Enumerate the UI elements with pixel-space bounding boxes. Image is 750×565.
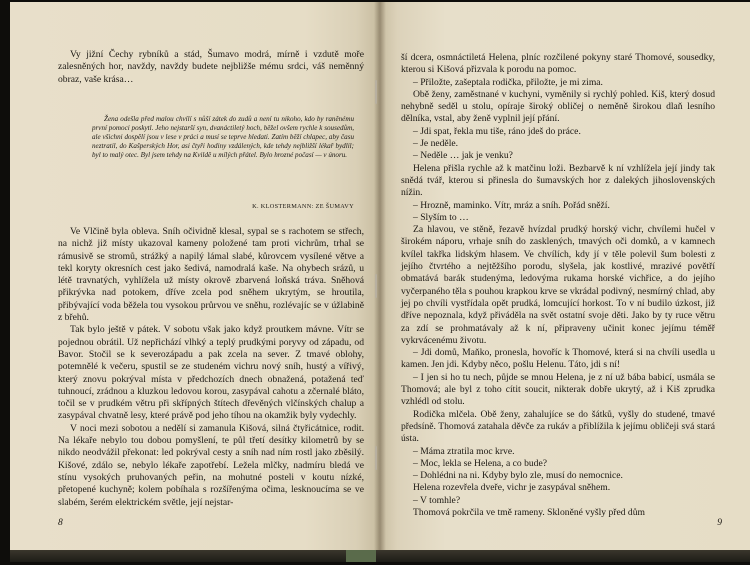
dialogue-line: – Hrozně, maminko. Vítr, mráz a sníh. Pořád sněží. [413, 199, 610, 211]
opening-paragraph [58, 49, 364, 86]
dialogue-line: – V tomhle? [413, 494, 461, 506]
page-number-right: 9 [717, 518, 722, 528]
paragraph: Thomová pokrčila ve tmě rameny. Skloněné vyšly před dům [413, 506, 645, 518]
dialogue-line: – Jdi domů, Maňko, pronesla, hovoříc k Thomové, která si na chvíli usedla u kamen. Jen jdi. Kdyby něco, pošlu Helenu. Táto, jdi s ní! [401, 347, 715, 371]
binding-stitch [375, 274, 377, 298]
paragraph: Vy jižní Čechy rybníků a stád, Šumavo modrá, mírně i vzdutě moře zalesněných hor, navždy, navždy budete nejbližše mému srdci, váš neměnný obraz, vaše krása… [58, 49, 364, 85]
page-number-left: 8 [58, 518, 63, 528]
left-page [10, 2, 379, 550]
paragraph: Obě ženy, zaměstnané v kuchyni, vyměnily si rychlý pohled. Kiš, který dosud nehybně seděl u stolu, opíraje široký obličej o neměně širokou dlaň lesního dělníka, vstal, aby ženě vyplnil její přání. [401, 88, 715, 125]
dialogue-line: – Máma ztratila moc krve. [413, 445, 515, 457]
binding-stitch [375, 446, 377, 470]
paragraph: Rodička mlčela. Obě ženy, zahalujíce se do šátků, vyšly do studené, tmavé předsíně. Thomová zatahala děvče za rukáv a přiblížila k jejímu obličeji svá stará ústa. [401, 408, 715, 445]
epigraph-quote [92, 115, 354, 160]
dialogue-line: – Přiložte, zašeptala rodička, přiložte, je mi zima. [413, 76, 603, 88]
binding-stitch [375, 80, 377, 104]
cover-edge [10, 550, 750, 562]
quote-text: Žena odešla před malou chvílí s nůší zátek do zudů a není tu nikoho, kdo by raněnému první pomoci poskytl. Jeho nejstarší syn, dvanáctiletý hoch, běžel ovšem rychle k sousedům, ale všichni dospělí jsou v lese v práci a musí se teprve hledati. Zatím běží chlapec, aby času neztratil, do Kašperských Hor, asi čtyři hodiny vzdálených, kde tehdy nejbližší lékař bydlil; byl to malý otec. Byl jsem tehdy na Kvildě u mílých přátel. Bylo hrozné počasí — v únoru. [92, 115, 354, 160]
right-page [379, 2, 750, 550]
dialogue-line: – Neděle … jak je venku? [413, 150, 513, 162]
dialogue-line: – Dohlédni na ni. Kdyby bylo zle, musí do nemocnice. [413, 470, 623, 482]
paragraph: Za hlavou, ve stěně, řezavě hvízdal prudký horský vichr, chvílemi hučel v širokém náporu, vrhaje sníh do zasklených, tmavých oči domků, a v kamnech kvílel takřka lidským hlasem. Ve chvílích, kdy jí v těle polevil šum bolesti z jejího čtvrtého a nejtěžšího porodu, slyšela, jak kostlivé, mrazivé povětří obmatává barák studenýma, ledovýma rukama horské vichřice, a do jejího vyčerpaného těla s pouhou krapkou krve se vkrádal podivný, nesmírný chlad, aby jej po chvíli vystřídala opět prudká, lomcující horkost. To v ní budilo úzkost, již dříve nepoznala, když přiváděla na svět ostatní svoje děti. Jako by ty ruce větru za zdí se prohmatávaly až k ní, připraveny učinit konec jejímu téměř vykrvácenému životu. [401, 224, 715, 346]
binding-band [346, 550, 376, 562]
dialogue-line: – I jen si ho tu nech, půjde se mnou Helena, je z ní už bába babicí, usmála se Thomová; ale byl z toho cítit soucit, nikterak dobře ukrytý, až i Kiš zprudka vzhlédl od stolu. [401, 371, 715, 408]
epigraph-attribution: K. KLOSTERMANN: ZE ŠUMAVY [252, 203, 354, 210]
paragraph: Tak bylo ještě v pátek. V sobotu však jako když proutkem mávne. Vítr se pojednou obrátil. Už nepřichází vlhký a teplý prudkými poryvy od západu, od Bavor. Stočil se k severozápadu a pak zcela na sever. Z tmavé oblohy, potemnělé k večeru, spustil se ze studeném vichru nový sníh, hustý a vířivý, který znovu pokrýval místa v předchozích dnech obnažená, potažená teď tuhnoucí, zrádnou a kluzkou ledovou korou, zasypával cahotu a zčernalé bláto, točil se v prudkém větru při skřípných štítech dřevěných vlčínských chalup a zasypával chvatně lesy, které právě pod jeho tíhou na okamžik byly vydechly. [58, 324, 364, 422]
dialogue-line: – Je neděle. [413, 138, 459, 150]
paragraph: Helena rozevřela dveře, vichr je zasypával sněhem. [413, 482, 611, 494]
paragraph: Ve Vlčině byla obleva. Sníh očividně klesal, sypal se s rachotem se střech, na nichž již místy ukazoval kameny položené tam proti vichrům, trhal se rámusivě se stromů, strážký a napilý lámal slabé, kůrovcem vysílené větve a tekl koryty okresních cest jako šedivá, namodralá kaše. Na ohybech srázů, u létě travnatých, vyhlížela už místy okrově zbarvená loňská tráva. Sněhová přikrývka nad potokem, dříve zcela pod sněhem ukrytým, se hroutila, přibývající voda běžela tou vysokou průrvou ve sněhu, rozlévajíc se v úžlabině z břehů. [58, 226, 364, 324]
chapter-body [58, 226, 364, 509]
dialogue-line: – Jdi spat, řekla mu tiše, ráno jdeš do práce. [413, 125, 581, 137]
open-book [10, 2, 750, 562]
paragraph: Helena přišla rychle až k matčinu loži. Bezbarvě k ní vzhlížela její jindy tak snědá tvář, kterou si přinesla do šumavských hor z dalekých jihoslovenských nížin. [401, 162, 715, 199]
right-page-body [401, 52, 715, 519]
dialogue-line: – Slyším to … [413, 211, 469, 223]
dialogue-line: – Moc, lekla se Helena, a co bude? [413, 457, 547, 469]
paragraph: ší dcera, osmnáctiletá Helena, plníc rozčilené pokyny staré Thomové, sousedky, kterou si Kišová přizvala k porodu na pomoc. [401, 52, 715, 76]
paragraph: V noci mezi sobotou a nedělí si zamanula Kišová, silná čtyřicátnice, rodit. Na lékaře nebylo tou dobou pomyšlení, te půl třetí desítky kilometrů by se nikdo neodvážil překonat: led pokrýval cesty a sníh nad ním rostl jako zběsilý. Kišové, zdálo se, nebylo lékaře zapotřebí. Ležela mlčky, nadmíru bledá ve stínu vysokých pruhovaných peřin, na mohutné posteli v koutu nízké, přetopené kuchyně; kolem pobíhala s rozšířenýma očima, lesknoucíma se ve slabém, šerém elektrickém světle, její nejstar- [58, 422, 364, 508]
